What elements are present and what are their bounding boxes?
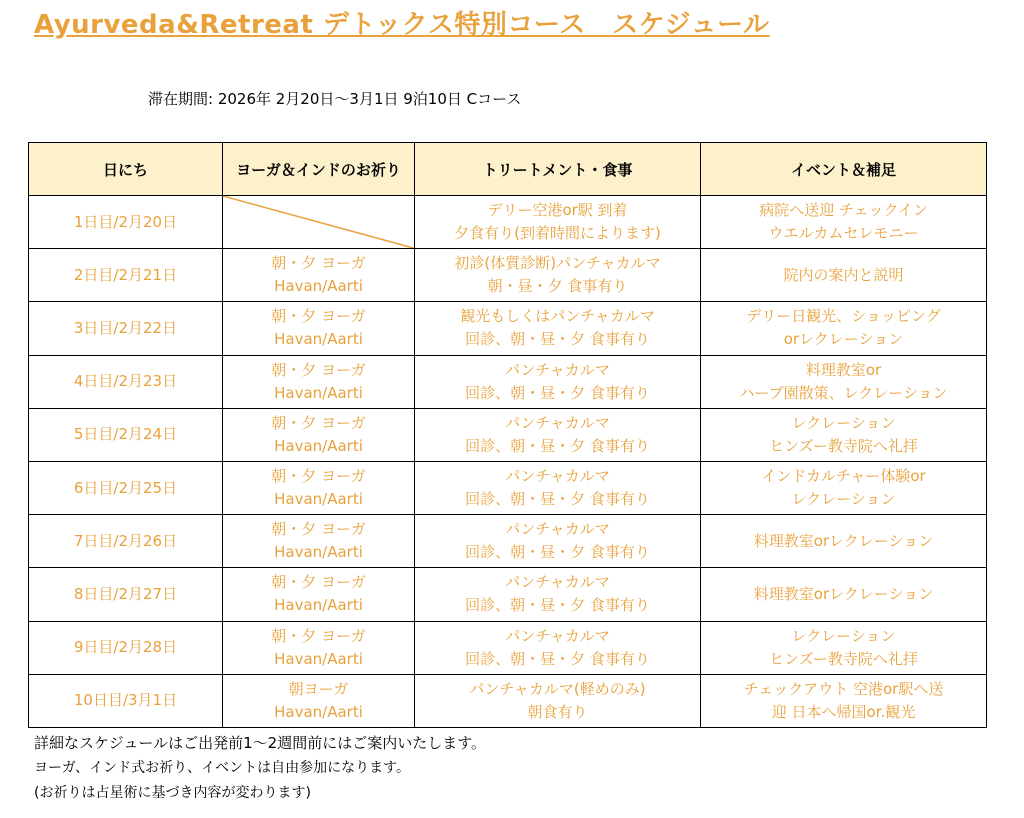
table-row (29, 196, 987, 249)
page-title: Ayurveda&Retreat デトックス特別コース スケジュール (34, 10, 770, 40)
cell-line: 料理教室orレクレーション (753, 584, 934, 603)
cell-line: デリー日観光、ショッピング (746, 307, 941, 326)
cell-line: Havan/Aarti (274, 277, 363, 296)
cell-line: パンチャカルマ(軽めのみ) (469, 679, 646, 698)
day-cell: 7日目/2月26日 (29, 515, 223, 568)
event-cell (701, 515, 987, 568)
cell-line: 回診、朝・昼・夕 食事有り (465, 649, 650, 668)
cell-line: 朝食有り (527, 702, 588, 721)
event-cell (701, 461, 987, 514)
table-row (29, 515, 987, 568)
cell-line: 病院へ送迎 チェックイン (759, 201, 928, 220)
cell-line: 迎 日本へ帰国or.観光 (771, 702, 916, 721)
day-cell: 10日目/3月1日 (29, 674, 223, 727)
header-day: 日にち (29, 143, 223, 196)
cell-line: 料理教室or (805, 360, 882, 379)
treatment-cell (415, 355, 701, 408)
day-cell: 1日目/2月20日 (29, 196, 223, 249)
cell-line: orレクレーション (783, 330, 904, 349)
table-row (29, 621, 987, 674)
table-row (29, 355, 987, 408)
yoga-cell (223, 408, 415, 461)
cell-line: Havan/Aarti (274, 490, 363, 509)
treatment-cell (415, 249, 701, 302)
event-cell (701, 408, 987, 461)
event-cell (701, 196, 987, 249)
yoga-cell (223, 249, 415, 302)
cell-line: レクレーション (791, 413, 896, 432)
cell-line: Havan/Aarti (274, 702, 363, 721)
treatment-cell (415, 196, 701, 249)
cell-line: Havan/Aarti (274, 330, 363, 349)
cell-line: 夕食有り(到着時間によります) (454, 224, 661, 243)
header-event: イベント＆補足 (701, 143, 987, 196)
treatment-cell (415, 674, 701, 727)
day-cell: 2日目/2月21日 (29, 249, 223, 302)
yoga-cell-empty (223, 196, 415, 249)
cell-line: 回診、朝・昼・夕 食事有り (465, 543, 650, 562)
header-yoga: ヨーガ＆インドのお祈り (223, 143, 415, 196)
yoga-cell (223, 674, 415, 727)
table-row (29, 408, 987, 461)
cell-line: 朝・夕 ヨーガ (271, 307, 366, 326)
cell-line: 朝・夕 ヨーガ (271, 467, 366, 486)
cell-line: ウエルカムセレモニー (768, 224, 919, 243)
header-treatment: トリートメント・食事 (415, 143, 701, 196)
cell-line: 朝・夕 ヨーガ (271, 254, 366, 273)
cell-line: Havan/Aarti (274, 383, 363, 402)
event-cell (701, 249, 987, 302)
cell-line: Havan/Aarti (274, 543, 363, 562)
cell-line: 朝・夕 ヨーガ (271, 573, 366, 592)
event-cell (701, 621, 987, 674)
cell-line: レクレーション (791, 626, 896, 645)
yoga-cell (223, 355, 415, 408)
notes (34, 733, 486, 808)
cell-line: Havan/Aarti (274, 649, 363, 668)
cell-line: Havan/Aarti (274, 596, 363, 615)
cell-line: デリー空港or駅 到着 (487, 201, 628, 220)
cell-line: レクレーション (791, 490, 896, 509)
yoga-cell (223, 515, 415, 568)
table-row (29, 302, 987, 355)
treatment-cell (415, 568, 701, 621)
note-prayer-astrology: (お祈りは占星術に基づき内容が変わります) (34, 785, 311, 801)
cell-line: チェックアウト 空港or駅へ送 (743, 679, 944, 698)
cell-line: パンチャカルマ (505, 413, 610, 432)
cell-line: Havan/Aarti (274, 436, 363, 455)
treatment-cell (415, 302, 701, 355)
note-free-participation: ヨーガ、インド式お祈り、イベントは自由参加になります。 (34, 760, 411, 776)
cell-line: 朝・夕 ヨーガ (271, 413, 366, 432)
cell-line: 朝・夕 ヨーガ (271, 360, 366, 379)
yoga-cell (223, 302, 415, 355)
cell-line: 回診、朝・昼・夕 食事有り (465, 383, 650, 402)
cell-line: 回診、朝・昼・夕 食事有り (465, 490, 650, 509)
event-cell (701, 568, 987, 621)
cell-line: 回診、朝・昼・夕 食事有り (465, 596, 650, 615)
table-row (29, 461, 987, 514)
cell-line: ハーブ園散策、レクレーション (739, 383, 948, 402)
cell-line: 料理教室orレクレーション (753, 531, 934, 550)
cell-line: 初診(体質診断)パンチャカルマ (454, 254, 661, 273)
treatment-cell (415, 621, 701, 674)
cell-line: インドカルチャー体験or (761, 467, 926, 486)
table-row (29, 249, 987, 302)
note-schedule-details: 詳細なスケジュールはご出発前1～2週間前にはご案内いたします。 (34, 734, 486, 752)
stay-period: 滞在期間: 2026年 2月20日～3月1日 9泊10日 Cコース (148, 90, 522, 108)
yoga-cell (223, 568, 415, 621)
table-row (29, 568, 987, 621)
treatment-cell (415, 515, 701, 568)
treatment-cell (415, 408, 701, 461)
schedule-table (28, 142, 987, 728)
cell-line: パンチャカルマ (505, 573, 610, 592)
cell-line: 院内の案内と説明 (783, 265, 904, 284)
cell-line: 回診、朝・昼・夕 食事有り (465, 436, 650, 455)
cell-line: パンチャカルマ (505, 520, 610, 539)
diagonal-line (223, 196, 414, 248)
day-cell: 4日目/2月23日 (29, 355, 223, 408)
cell-line: 朝ヨーガ (288, 679, 349, 698)
day-cell: 9日目/2月28日 (29, 621, 223, 674)
cell-line: ヒンズー教寺院へ礼拝 (769, 649, 918, 668)
cell-line: 朝・夕 ヨーガ (271, 520, 366, 539)
day-cell: 3日目/2月22日 (29, 302, 223, 355)
day-cell: 5日目/2月24日 (29, 408, 223, 461)
cell-line: 朝・昼・夕 食事有り (487, 277, 628, 296)
cell-line: ヒンズー教寺院へ礼拝 (769, 436, 918, 455)
yoga-cell (223, 461, 415, 514)
yoga-cell (223, 621, 415, 674)
event-cell (701, 674, 987, 727)
treatment-cell (415, 461, 701, 514)
table-row (29, 674, 987, 727)
cell-line: パンチャカルマ (505, 626, 610, 645)
cell-line: パンチャカルマ (505, 467, 610, 486)
event-cell (701, 302, 987, 355)
cell-line: パンチャカルマ (505, 360, 610, 379)
cell-line: 観光もしくはパンチャカルマ (460, 307, 655, 326)
event-cell (701, 355, 987, 408)
cell-line: 回診、朝・昼・夕 食事有り (465, 330, 650, 349)
table-header-row (29, 143, 987, 196)
day-cell: 8日目/2月27日 (29, 568, 223, 621)
day-cell: 6日目/2月25日 (29, 461, 223, 514)
cell-line: 朝・夕 ヨーガ (271, 626, 366, 645)
